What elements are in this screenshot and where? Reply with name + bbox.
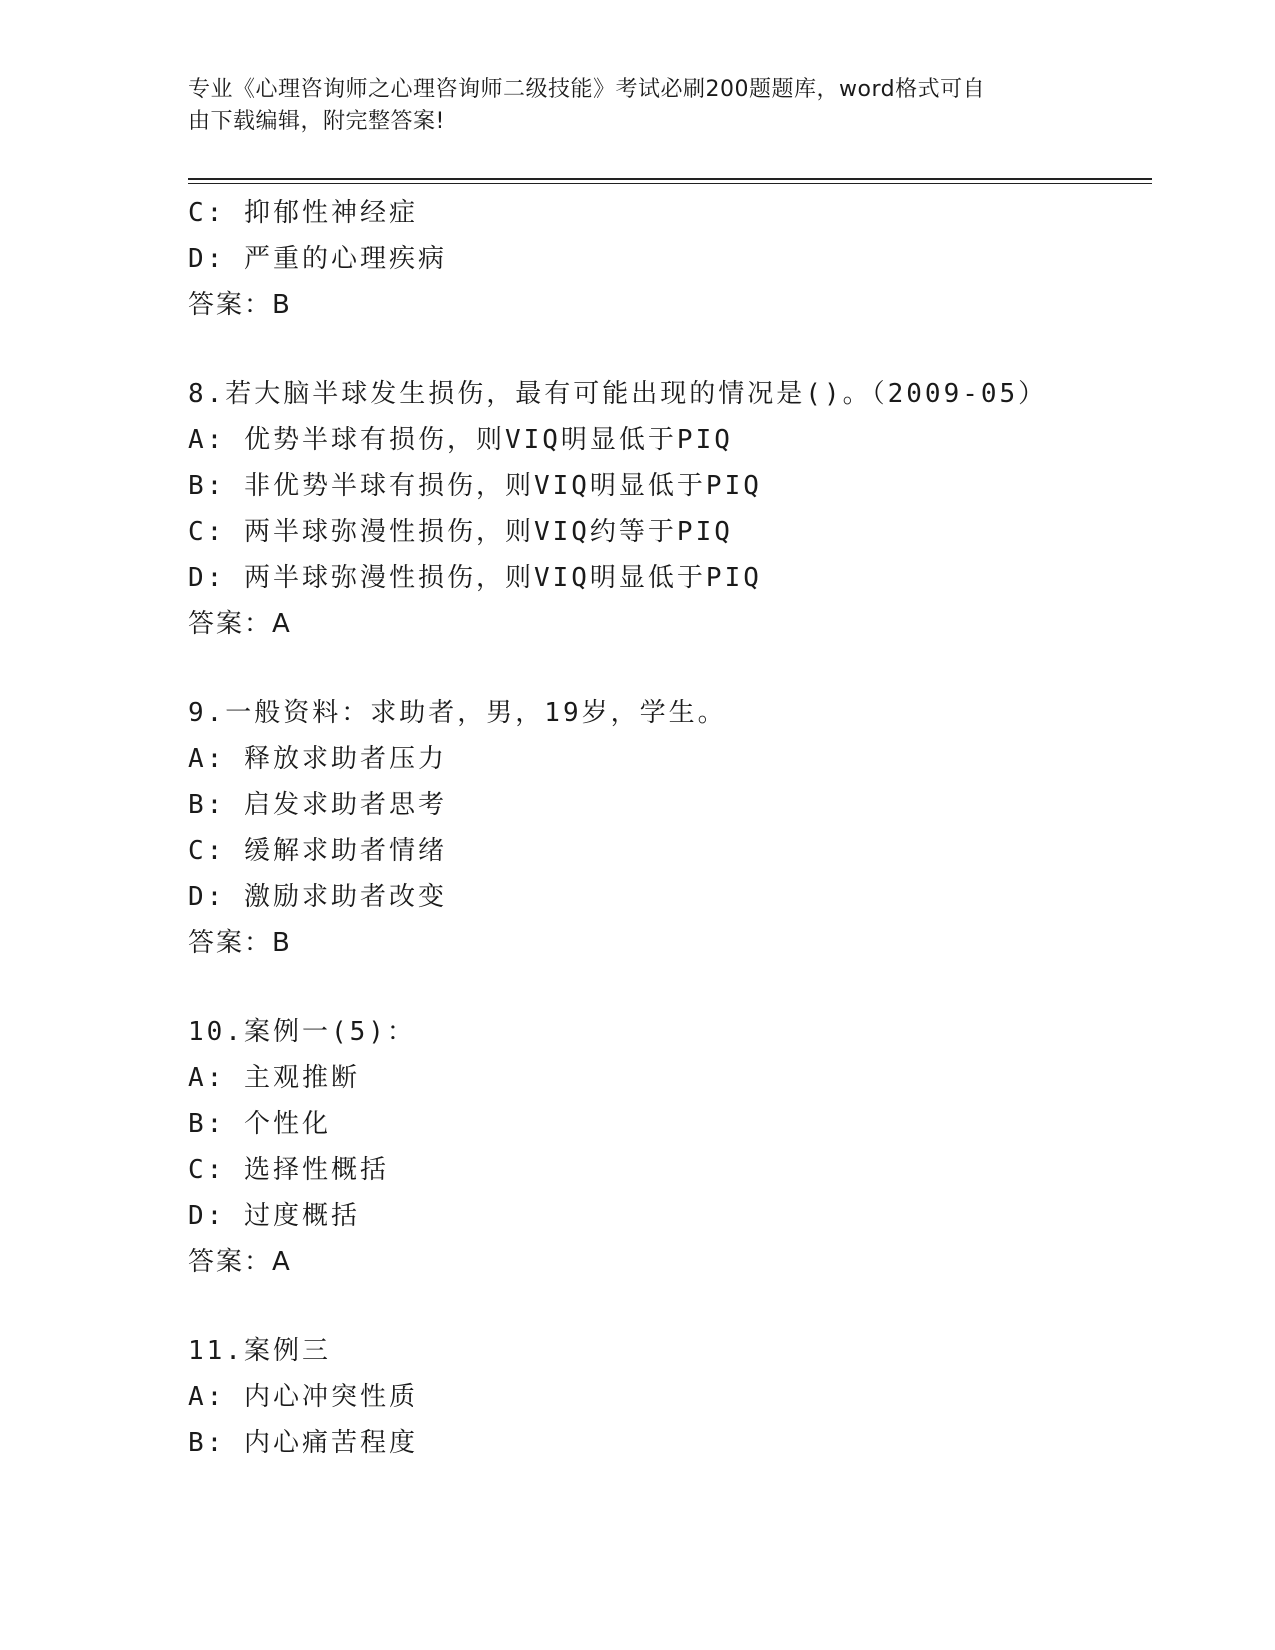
question-stem: 10.案例一(5)： xyxy=(188,1017,416,1047)
header-line-2: 由下载编辑，附完整答案! xyxy=(188,109,445,134)
option-d: D: 过度概括 xyxy=(188,1201,360,1231)
option-d: D: 激励求助者改变 xyxy=(188,882,447,912)
answer-line: 答案：A xyxy=(188,1247,292,1277)
option-d: D: 两半球弥漫性损伤，则VIQ明显低于PIQ xyxy=(188,563,762,593)
question-9 xyxy=(188,690,1148,966)
option-b: B: 内心痛苦程度 xyxy=(188,1428,418,1458)
header-line-1: 专业《心理咨询师之心理咨询师二级技能》考试必刷200题题库，word格式可自 xyxy=(188,77,986,102)
option-a: A: 主观推断 xyxy=(188,1063,360,1093)
option-b: B: 启发求助者思考 xyxy=(188,790,447,820)
question-10 xyxy=(188,1009,1148,1285)
option-d: D: 严重的心理疾病 xyxy=(188,244,447,274)
question-8 xyxy=(188,371,1148,647)
header-divider-thin xyxy=(188,183,1152,184)
question-stem: 8.若大脑半球发生损伤，最有可能出现的情况是()。（2009-05） xyxy=(188,379,1048,409)
option-a: A: 内心冲突性质 xyxy=(188,1382,418,1412)
answer-line: 答案：B xyxy=(188,290,292,320)
option-c: C: 抑郁性神经症 xyxy=(188,198,418,228)
answer-line: 答案：B xyxy=(188,928,292,958)
option-b: B: 个性化 xyxy=(188,1109,331,1139)
option-c: C: 两半球弥漫性损伤，则VIQ约等于PIQ xyxy=(188,517,733,547)
option-c: C: 缓解求助者情绪 xyxy=(188,836,447,866)
header-divider xyxy=(188,178,1152,180)
question-continued xyxy=(188,190,1148,328)
question-list xyxy=(188,190,1148,1466)
question-stem: 9.一般资料：求助者，男，19岁，学生。 xyxy=(188,698,727,728)
question-11 xyxy=(188,1328,1148,1466)
option-a: A: 释放求助者压力 xyxy=(188,744,447,774)
option-a: A: 优势半球有损伤，则VIQ明显低于PIQ xyxy=(188,425,733,455)
answer-line: 答案：A xyxy=(188,609,292,639)
question-stem: 11.案例三 xyxy=(188,1336,331,1366)
option-c: C: 选择性概括 xyxy=(188,1155,389,1185)
document-header xyxy=(188,74,1088,138)
option-b: B: 非优势半球有损伤，则VIQ明显低于PIQ xyxy=(188,471,762,501)
